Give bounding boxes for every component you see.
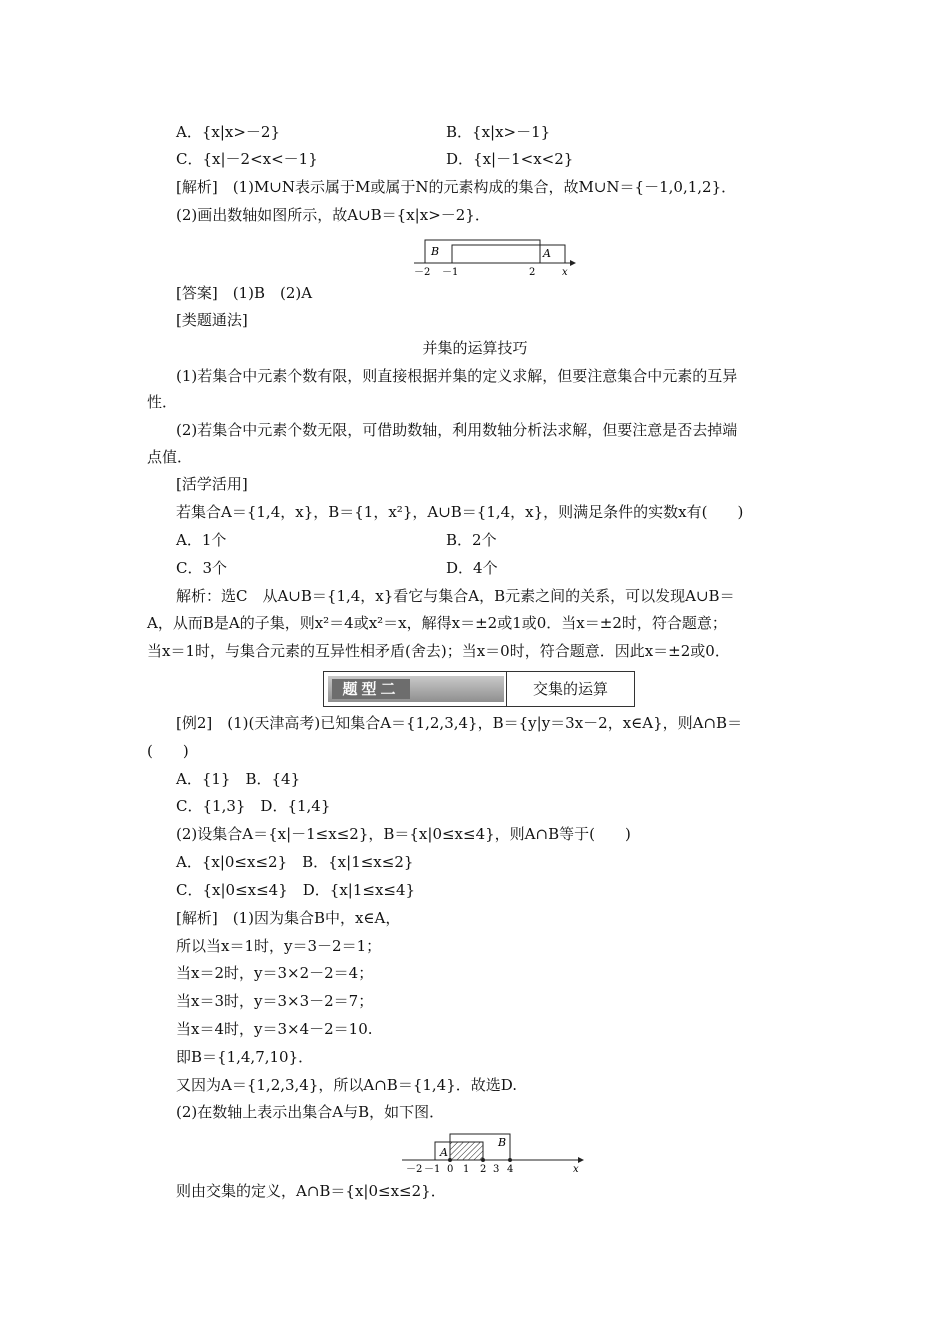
practice-solution-line2: A，从而B是A的子集，则x²＝4或x²＝x，解得x＝±2或1或0．当x＝±2时，符合题意； xyxy=(147,614,727,632)
section-tag-label: 题型二 xyxy=(332,679,410,699)
method-p2-line1: (2)若集合中元素个数无限，可借助数轴，利用数轴分析法求解，但要注意是否去掉端 xyxy=(176,421,738,439)
analysis2-line7: 又因为A＝{1,2,3,4}，所以A∩B＝{1,4}．故选D. xyxy=(176,1076,518,1094)
method-p2-line2: 点值． xyxy=(147,448,193,466)
fig1-label-a: A xyxy=(543,247,551,260)
section-banner xyxy=(323,671,635,707)
analysis2-line8: (2)在数轴上表示出集合A与B，如下图． xyxy=(176,1103,445,1121)
method-title: 并集的运算技巧 xyxy=(422,339,528,357)
example2-q2-options-cd: C．{x|0≤x≤4} D．{x|1≤x≤4} xyxy=(176,881,416,899)
number-line-figure-2 xyxy=(398,1128,588,1176)
section-tag xyxy=(328,676,504,702)
q1-option-d: D．{x|－1<x<2} xyxy=(446,150,574,168)
fig2-point xyxy=(481,1158,485,1162)
fig2-tick-label: 0 xyxy=(447,1164,454,1175)
fig2-label-b: B xyxy=(498,1136,507,1149)
analysis2-line1: [解析] (1)因为集合B中，x∈A， xyxy=(176,909,401,927)
analysis2-line4: 当x＝3时，y＝3×3－2＝7； xyxy=(176,992,374,1010)
final-line: 则由交集的定义，A∩B＝{x|0≤x≤2}． xyxy=(176,1182,446,1200)
fig2-tick-label: 4 xyxy=(507,1164,514,1175)
analysis2-line5: 当x＝4时，y＝3×4－2＝10. xyxy=(176,1020,373,1038)
fig2-tick-label: －1 xyxy=(424,1164,441,1175)
fig2-tick-label: 2 xyxy=(480,1164,487,1175)
example2-q2-options-ab: A．{x|0≤x≤2} B．{x|1≤x≤2} xyxy=(176,853,414,871)
practice-option-d: D．4个 xyxy=(446,559,498,577)
answer1: [答案] (1)B (2)A xyxy=(176,284,313,302)
practice-option-c: C．3个 xyxy=(176,559,228,577)
fig1-label-b: B xyxy=(431,245,440,258)
example2-line1: [例2] (1)(天津高考)已知集合A＝{1,2,3,4}，B＝{y|y＝3x－2，x∈A}，则A∩B＝ xyxy=(176,714,743,732)
practice-option-b: B．2个 xyxy=(446,531,497,549)
section-title: 交集的运算 xyxy=(532,680,608,698)
analysis1-line1: [解析] (1)M∪N表示属于M或属于N的元素构成的集合，故M∪N＝{－1,0,1,2}． xyxy=(176,178,737,196)
analysis1-line2: (2)画出数轴如图所示，故A∪B＝{x|x>－2}． xyxy=(176,206,490,224)
method-p1-line1: (1)若集合中元素个数有限，则直接根据并集的定义求解，但要注意集合中元素的互异 xyxy=(176,367,738,385)
practice-question: 若集合A＝{1,4，x}，B＝{1，x²}，A∪B＝{1,4，x}，则满足条件的实数x有( ) xyxy=(176,503,744,521)
q1-option-b: B．{x|x>－1} xyxy=(446,123,551,141)
method-header: [类题通法] xyxy=(176,311,248,329)
example2-options-cd: C．{1,3} D．{1,4} xyxy=(176,797,331,815)
fig1-tick-label: －1 xyxy=(442,267,459,278)
fig2-tick-label: 3 xyxy=(493,1164,500,1175)
example2-options-ab: A．{1} B．{4} xyxy=(176,770,301,788)
analysis2-line6: 即B＝{1,4,7,10}． xyxy=(176,1048,314,1066)
practice-option-a: A．1个 xyxy=(176,531,227,549)
practice-solution-line1: 解析：选C 从A∪B＝{1,4，x}看它与集合A，B元素之间的关系，可以发现A∪B＝ xyxy=(176,587,735,605)
fig1-tick-label: 2 xyxy=(529,267,536,278)
practice-header: [活学活用] xyxy=(176,475,248,493)
fig2-point xyxy=(508,1158,512,1162)
fig1-axis-label: x xyxy=(562,267,568,278)
number-line-figure-1 xyxy=(410,234,580,280)
example2-question2: (2)设集合A＝{x|－1≤x≤2}，B＝{x|0≤x≤4}，则A∩B等于( ) xyxy=(176,825,631,843)
q1-option-a: A．{x|x>－2} xyxy=(176,123,281,141)
fig2-tick-label: 1 xyxy=(463,1164,470,1175)
fig2-label-a: A xyxy=(440,1146,448,1159)
fig2-tick-label: －2 xyxy=(406,1164,423,1175)
method-p1-line2: 性． xyxy=(147,393,178,411)
example2-line2: ( ) xyxy=(147,742,189,760)
fig2-axis-label: x xyxy=(573,1164,579,1175)
analysis2-line3: 当x＝2时，y＝3×2－2＝4； xyxy=(176,964,374,982)
q1-option-c: C．{x|－2<x<－1} xyxy=(176,150,318,168)
fig1-tick-label: －2 xyxy=(414,267,431,278)
fig2-point xyxy=(448,1158,452,1162)
analysis2-line2: 所以当x＝1时，y＝3－2＝1； xyxy=(176,937,382,955)
practice-solution-line3: 当x＝1时，与集合元素的互异性相矛盾(舍去)；当x＝0时，符合题意．因此x＝±2或0． xyxy=(147,642,730,660)
